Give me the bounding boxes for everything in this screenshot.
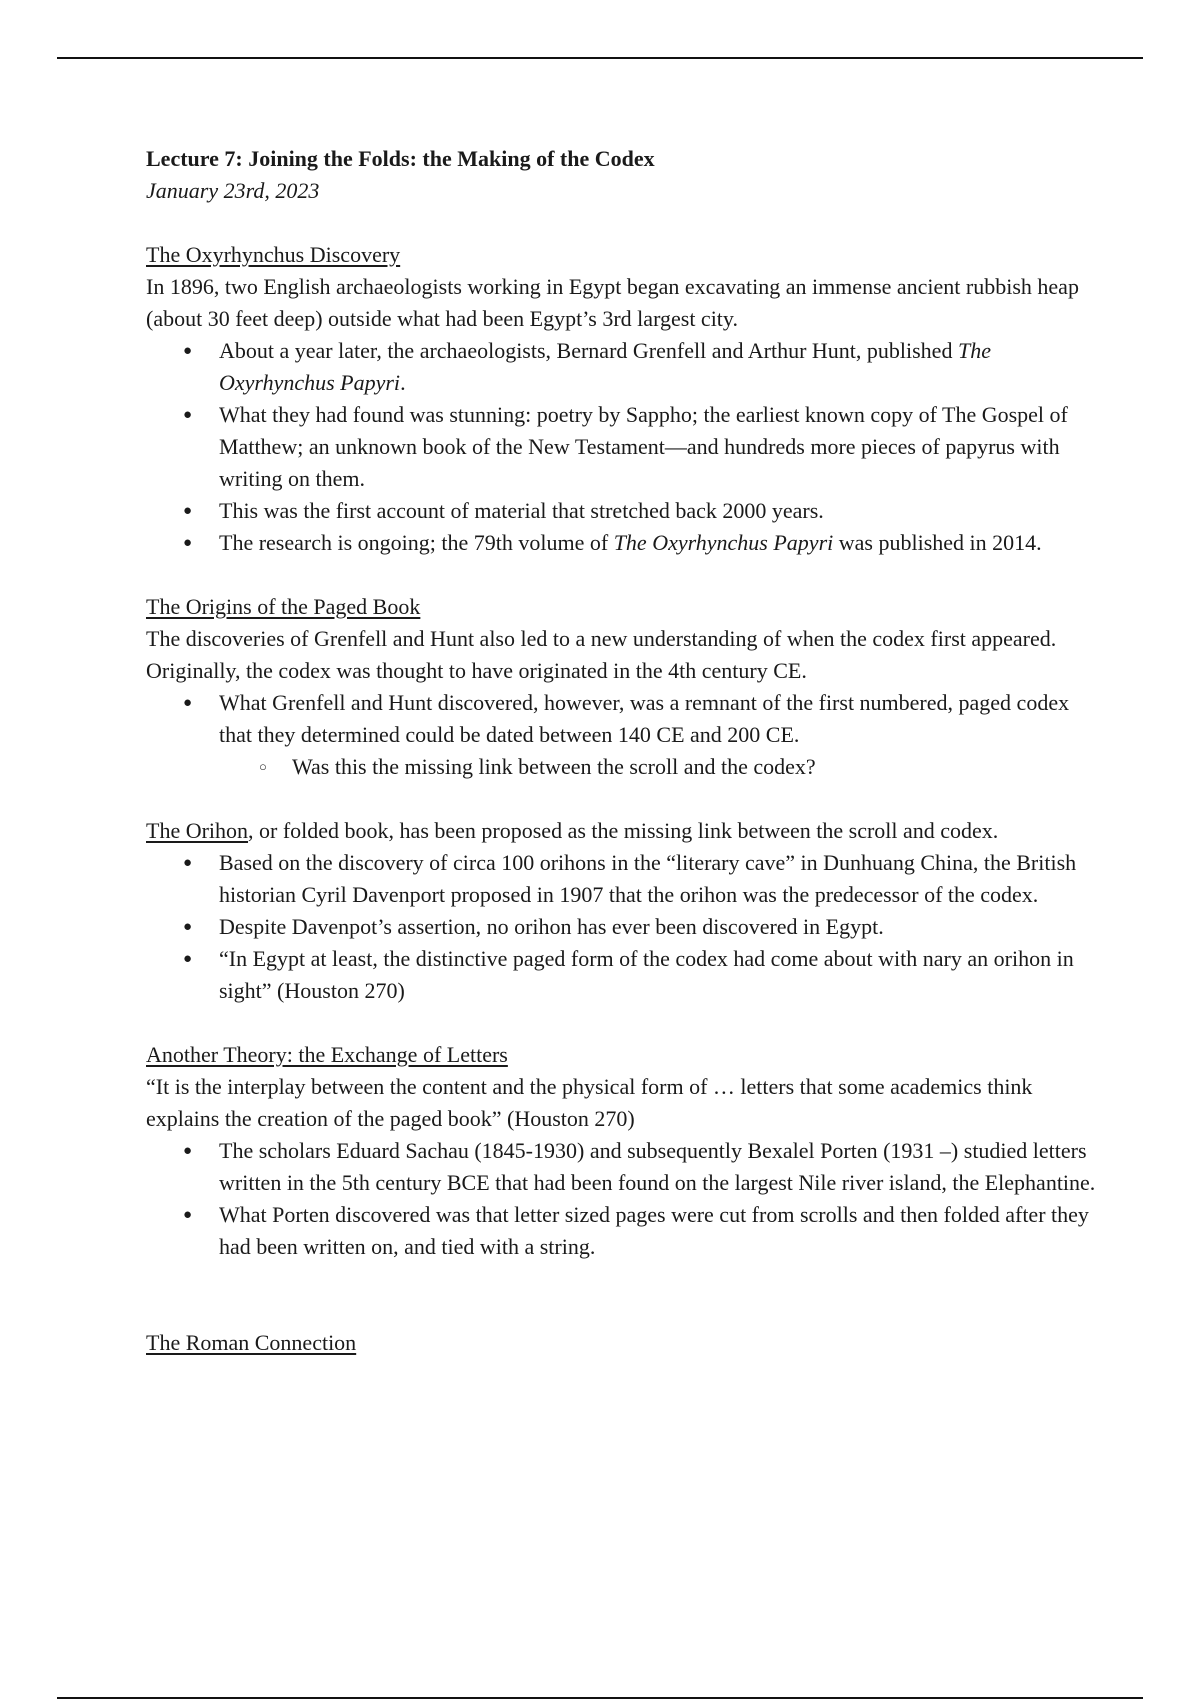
lecture-title: Lecture 7: Joining the Folds: the Making of the Codex xyxy=(146,146,655,171)
bullet-text: The research is ongoing; the 79th volume of xyxy=(219,530,614,555)
bullet-item: ● What they had found was stunning: poetry by Sappho; the earliest known copy of The Gospel of Matthew; an unknown book of the New Testament—and hundreds more pieces of papyrus with writing on them. xyxy=(219,399,1096,495)
bullet-item xyxy=(219,527,1096,559)
bullet-text: What Grenfell and Hunt discovered, however, was a remnant of the first numbered, paged codex that they determined could be dated between 140 CE and 200 CE. xyxy=(219,690,1070,747)
bullet-text: . xyxy=(400,370,406,395)
section-paragraph: In 1896, two English archaeologists working in Egypt began excavating an immense ancient rubbish heap (about 30 feet deep) outside what had been Egypt’s 3rd largest city. xyxy=(146,274,1079,331)
bullet-item xyxy=(219,335,1096,399)
bullet-item: ● This was the first account of material that stretched back 2000 years. xyxy=(219,495,1096,527)
lecture-date: January 23rd, 2023 xyxy=(146,178,320,203)
sub-bullet-list xyxy=(219,751,1096,783)
bullet-item xyxy=(219,687,1096,783)
section-heading-orihon: The Orihon xyxy=(146,818,249,843)
bullet-item: ● What Porten discovered was that letter sized pages were cut from scrolls and then folded after they had been written on, and tied with a string. xyxy=(219,1199,1096,1263)
book-title: The Oxyrhynchus Papyri xyxy=(613,530,834,555)
bullet-item: ● Based on the discovery of circa 100 orihons in the “literary cave” in Dunhuang China, the British historian Cyril Davenport proposed in 1907 that the orihon was the predecessor of the codex. xyxy=(219,847,1096,911)
top-rule xyxy=(57,57,1143,59)
sub-bullet-item: ○ Was this the missing link between the scroll and the codex? xyxy=(292,751,1096,783)
bullet-list xyxy=(146,847,1096,1007)
bottom-rule xyxy=(57,1697,1143,1699)
bullet-text: was published in 2014. xyxy=(833,530,1042,555)
section-origins xyxy=(146,591,1096,783)
bullet-item: ● “In Egypt at least, the distinctive paged form of the codex had come about with nary an orihon in sight” (Houston 270) xyxy=(219,943,1096,1007)
section-paragraph: The discoveries of Grenfell and Hunt also led to a new understanding of when the codex first appeared. Originally, the codex was thought to have originated in the 4th century CE. xyxy=(146,626,1057,683)
bullet-text: About a year later, the archaeologists, Bernard Grenfell and Arthur Hunt, published xyxy=(219,338,958,363)
section-heading-origins: The Origins of the Paged Book xyxy=(146,594,421,619)
section-heading-letters: Another Theory: the Exchange of Letters xyxy=(146,1042,508,1067)
section-paragraph: , or folded book, has been proposed as the missing link between the scroll and codex. xyxy=(248,818,999,843)
book-title: The Oxyrhynchus Papyri xyxy=(219,338,991,395)
section-roman xyxy=(146,1327,1096,1359)
section-letters xyxy=(146,1039,1096,1263)
bullet-list xyxy=(146,335,1096,559)
bullet-item: ● Despite Davenpot’s assertion, no orihon has ever been discovered in Egypt. xyxy=(219,911,1096,943)
section-orihon xyxy=(146,815,1096,1007)
bullet-item: ● The scholars Eduard Sachau (1845-1930) and subsequently Bexalel Porten (1931 –) studied letters written in the 5th century BCE that had been found on the largest Nile river island, the Elephantine. xyxy=(219,1135,1096,1199)
bullet-list xyxy=(146,1135,1096,1263)
section-heading-roman: The Roman Connection xyxy=(146,1330,357,1355)
section-oxyrhynchus xyxy=(146,239,1096,559)
document-body xyxy=(146,143,1096,1359)
section-paragraph: “It is the interplay between the content and the physical form of … letters that some academics think explains the creation of the paged book” (Houston 270) xyxy=(146,1074,1033,1131)
bullet-list xyxy=(146,687,1096,783)
section-heading-oxyrhynchus: The Oxyrhynchus Discovery xyxy=(146,242,401,267)
